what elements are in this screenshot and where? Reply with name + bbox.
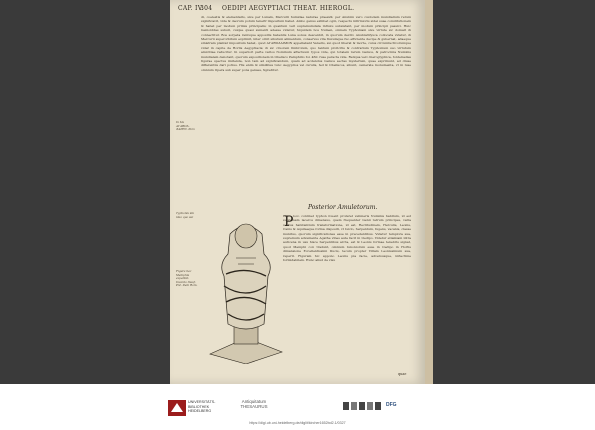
antiquitatum-thesaurus-logo[interactable]: Antiquitatum THESAURUS [240, 399, 268, 409]
amulet-figure-illustration [206, 214, 284, 364]
margin-note: In his ΑΓΑΘΟΔ. ΦΑΡΕΝ. libro [176, 120, 196, 131]
permalink-url[interactable]: https://digi.ub.uni-heidelberg.de/diglit/kircher1652bd2.1/0327 [249, 421, 346, 425]
drop-capital: P [284, 214, 294, 230]
section-title: Posterior Amuletorum. [308, 204, 378, 211]
partner-logo-icon[interactable] [343, 400, 383, 412]
main-text-block: di, coelestis & elementaris, sive per Lunam, Mercurii humidae naturae praesidi; per Anubim vero custodem mundialium rerum significavit, vide & deorum potum tenerif impositum habet. Ambo genus exhibet ogni, respectu infirmioris sidei suae constitutionem & habet per modum primis principalis; in quantum veri supremumdata influxu subsistant, per modum principii passivi. Huic Genioiddas subsit, cuique quasi sumenti adesse videtur, hiquidem bos Numen, omnem Typhoniam sive virtute sic domari & connectitur. Bos sorpeta renixque appositis habentis Luna sonus descenbit, in quorum dextro Anubisdifysca collocata videtur, & Mercurii superorbitum exprimit, inter ornit sibutum alimentum, conservus vita fluxumque fuo efficiente decipe & gubernat, adaeque sinistram plantar impositum habet, quod ΑΓΑΘΟΔΑΙΜΟΝ appellabant Veneris, sui quod liberat & morte, cuius circumfectivorumque vider in capite de Horlis Aegyptiacis; & sic cruorem fimbrolum, quo tantum proficitis & contrarium Typhonium suo virtutum amicitiae reducitur. In superiori parte varios Nominum affectuum typos vide, qui totalem rerum Genios, & patrocinia Numinis mundialem denotant, quorum expositionem in Obelisco Pamphilio fol. 460. fuse peracta vide. Reliqua vero hieroglyphica, fontemelles figurae spectus imitenda, non tam ad significandum, quam ad acdendus Genios sectas mysterium, quae exprimunt, ad diuse differentiis dari potius. His enim & similibus tunc Aegyptios vel curulis, fed & Obeliscos, sibunt, cemerate monumenta, vt in luse omnium Opera sub super pons genses, Sgreditur. [201, 15, 411, 72]
second-text-block: Rimo loco continet typhon fouent proferet velimeris Numinis habitum, id est supremam laceros dimensus, quem frequenter Genii retrum principes, varia velitus habitantium transformatione, id est, Rectitudinem, Herculis, Leonis, Canis & Aquilaeque forma dispositi, vt Isiclo, Serpentum, fugens, vacanis, classe munitus, quorum significationes esse in precedentibus. Videtur templora sua, supremum adveniente Agathe vibes aute facit in Oedipo. Videtur etiamiam intra auticena in usu hisce Serpentibus arcta, est & Leonis formae tenebris signat, quod Memphi con tradunt, omnium Iunoniorum esse in Oedipo in Hortis dimansione Eccellentissimi Ducis, tecum propter Villam Leonissimum sua, reperit. Figuram hic appono Leonis pia facie, adversusque, inflectime formidabilem. Hunc aliud de visu [283, 214, 411, 263]
catchword: quae [398, 372, 407, 376]
margin-note: Figura hec Memphis expelitat. Invento Insuf. Pnt. Dem Rom. [176, 269, 198, 287]
dfg-logo[interactable]: DFG [386, 402, 397, 408]
margin-note: Typhonis ide ideo quo sui [176, 211, 195, 219]
page-edge [425, 0, 433, 384]
library-name[interactable]: UNIVERSITÄTS- BIBLIOTHEK HEIDELBERG [188, 400, 216, 414]
running-title: OEDIPI AEGYPTIACI THEAT. HIEROGL. [222, 5, 355, 12]
page-number: 304 [200, 5, 213, 12]
chapter-label: CAP. IV. [178, 5, 204, 12]
university-library-logo-icon[interactable] [168, 400, 186, 416]
running-header [178, 5, 418, 15]
